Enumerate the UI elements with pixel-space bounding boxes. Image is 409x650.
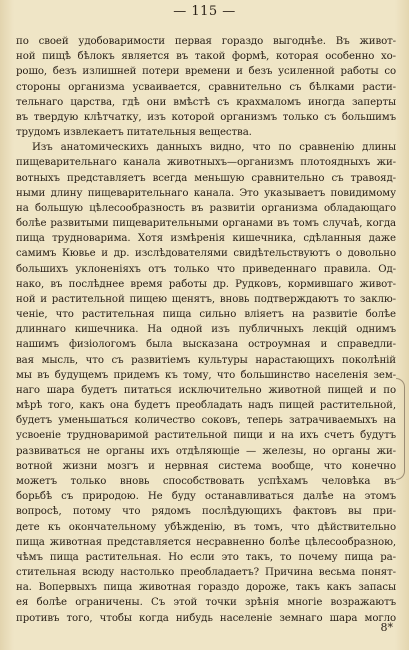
body-text: [16, 34, 396, 626]
text-line: нако, въ послѣднее время работы др. Рудковъ, кормившаго живот-: [16, 278, 396, 290]
text-line: стительная всюду настолько преобладаетъ? Причина весьма понят-: [16, 567, 396, 579]
text-line: будетъ уменьшаться количество соковъ, теперь затрачиваемыхъ на: [16, 415, 396, 427]
text-line: на большую цѣлесообразность въ развитіи организма обладающаго: [16, 202, 396, 214]
text-line: наго шара будетъ питаться исключительно животной пищей и по: [16, 384, 396, 396]
text-line: ной пищѣ бѣлокъ является въ такой формѣ, которая особенно хо-: [16, 51, 396, 63]
text-line: развиваться не органы ихъ отдѣляющіе — железы, но органы жи-: [16, 445, 396, 457]
text-line: ея болѣе ограничены. Съ этой точки зрѣнія многіе возражаютъ: [16, 597, 396, 609]
text-line: пищеварительнаго канала животныхъ—организмъ плотоядныхъ жи-: [16, 157, 396, 169]
text-line: вотной жизни мозгъ и нервная система вообще, что конечно: [16, 460, 396, 472]
text-line: болѣе развитыми пищеварительными органами въ томъ случаѣ, когда: [16, 218, 396, 230]
margin-bracket: [396, 378, 405, 480]
text-line: стороны организма усваивается, сравнительно съ бѣлками расти-: [16, 81, 396, 93]
text-line: ной и растительной пищею щенятъ, вновь подтверждаютъ то заклю-: [16, 293, 396, 305]
text-line: дете къ окончательному убѣжденію, въ томъ, что дѣйствительно: [16, 521, 396, 533]
text-line: длиннаго кишечника. На одной изъ публичныхъ лекцій однимъ: [16, 324, 396, 336]
text-line: въ твердую клѣтчатку, изъ которой организмъ только съ большимъ: [16, 111, 396, 123]
signature-mark: 8*: [380, 621, 393, 634]
text-line: борьбѣ съ природою. Не буду останавливаться далѣе на этомъ: [16, 491, 396, 503]
text-line: чѣмъ пища растительная. Но если это такъ, то почему пища ра-: [16, 551, 396, 563]
text-line: усвоеніе трудноваримой растительной пищи и на ихъ счетъ будутъ: [16, 430, 396, 442]
text-line: ными длину пищеварительнаго канала. Это указываетъ повидимому: [16, 187, 396, 199]
text-line: Изъ анатомическихъ данныхъ видно, что по сравненію длины: [32, 142, 396, 154]
text-line: по своей удобоваримости первая гораздо выгоднѣе. Въ живот-: [16, 36, 396, 47]
text-line: пища животная представляется несравненно болѣе цѣлесообразною,: [16, 536, 396, 548]
text-line: трудомъ извлекаетъ питательныя вещества.: [16, 127, 252, 139]
page-number: — 115 —: [173, 4, 236, 19]
text-line: ченіе, что растительная пища сильно вліяетъ на развитіе болѣе: [16, 309, 396, 321]
text-line: мѣрѣ того, какъ она будетъ преобладать надъ пищей растительной,: [16, 400, 396, 412]
text-line: мы въ будущемъ придемъ къ тому, что большинство населенія зем-: [16, 369, 396, 381]
text-line: вопросѣ, потому что рядомъ послѣдующихъ фактовъ вы при-: [16, 506, 396, 518]
text-line: самимъ Кювье и др. изслѣдователями свидѣтельствуютъ о довольно: [16, 248, 396, 260]
text-line: противъ того, чтобы когда нибудь населеніе земнаго шара могло: [16, 612, 396, 624]
text-line: вотныхъ представляетъ всегда меньшую сравнительно съ травояд-: [16, 172, 396, 184]
text-line: можетъ только вновь способствовать успѣхамъ человѣка въ: [16, 475, 396, 487]
text-line: нашимъ физіологомъ была высказана остроумная и справедли-: [16, 339, 396, 351]
text-line: большихъ уклоненіяхъ отъ только что приведеннаго правила. Од-: [16, 263, 396, 275]
text-line: рошо, безъ излишней потери времени и безъ усиленной работы со: [16, 66, 396, 78]
text-line: пища трудноварима. Хотя измѣренія кишечника, сдѣланныя даже: [16, 233, 396, 245]
text-line: вая мысль, что съ развитіемъ культуры нарастающихъ поколѣній: [16, 354, 396, 366]
text-line: тельнаго царства, гдѣ они вмѣстѣ съ крахмаломъ иногда заперты: [16, 96, 396, 108]
text-line: на. Вопервыхъ пища животная гораздо дороже, такъ какъ запасы: [16, 582, 396, 594]
